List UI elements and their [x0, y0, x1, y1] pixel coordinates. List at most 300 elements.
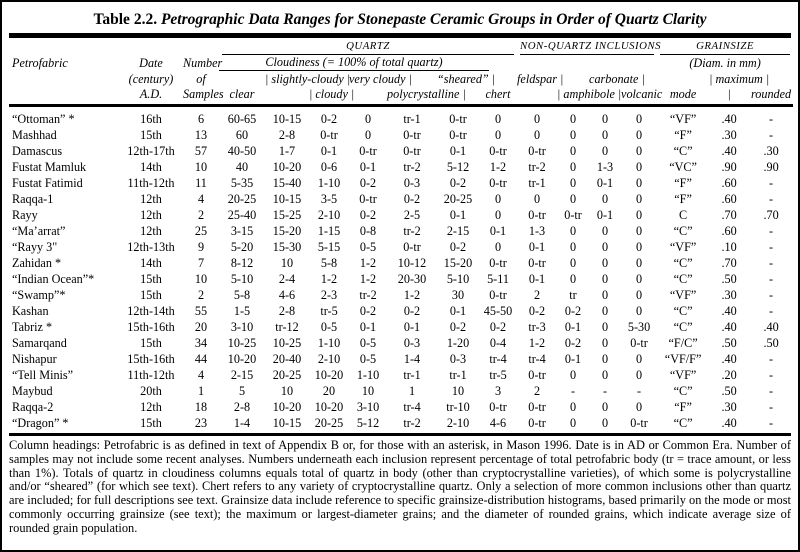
value-cell: 5-10 [230, 272, 254, 286]
table-header [9, 39, 793, 106]
value-cell: 30 [451, 288, 465, 302]
value-cell: .30 [721, 288, 737, 302]
value-cell: “C” [673, 224, 693, 238]
value-cell: 1-7 [278, 144, 296, 158]
value-cell: 2 [197, 208, 205, 222]
value-cell: 0 [569, 416, 577, 430]
grainsize-group-cell [657, 39, 793, 55]
value-cell: 10-15 [272, 192, 302, 206]
value-cell: 20 [322, 384, 336, 398]
value-cell: 5-8 [233, 288, 251, 302]
value-cell: 0-tr [403, 128, 421, 142]
value-cell: 0 [569, 192, 577, 206]
value-cell: 5-12 [446, 160, 470, 174]
value-cell: .40 [721, 352, 737, 366]
value-cell: 1-4 [403, 352, 421, 366]
value-cell: 0-1 [449, 208, 467, 222]
value-cell: 0-1 [449, 144, 467, 158]
value-cell: tr [569, 288, 577, 302]
value-cell: 0-tr [528, 256, 546, 270]
petrofabric-cell: Raqqa-2 [12, 400, 54, 414]
value-cell: 10 [280, 384, 294, 398]
value-cell: 0 [636, 176, 643, 190]
value-cell: 20-30 [397, 272, 427, 286]
petrofabric-cell: Mashhad [12, 128, 57, 142]
value-cell: - [769, 192, 774, 206]
value-cell: tr-2 [528, 160, 546, 174]
value-cell: 10-20 [314, 368, 344, 382]
value-cell: 0-tr [528, 144, 546, 158]
value-cell: 0 [601, 400, 609, 414]
value-cell: 5-35 [230, 176, 254, 190]
value-cell: .10 [721, 240, 737, 254]
value-cell: 0 [636, 192, 643, 206]
value-cell: .30 [721, 400, 737, 414]
value-cell: 10-20 [272, 160, 302, 174]
maximum-header: | maximum | [709, 72, 770, 86]
value-cell: tr-4 [403, 400, 421, 414]
value-cell: 0-tr [630, 336, 648, 350]
value-cell: 0 [636, 256, 643, 270]
header-row-2 [9, 55, 793, 71]
value-cell: - [769, 240, 774, 254]
date-header: Date [139, 55, 163, 70]
value-cell: tr-1 [403, 368, 421, 382]
value-cell: 1-10 [317, 336, 341, 350]
value-cell: 1-10 [317, 176, 341, 190]
value-cell: - [769, 272, 774, 286]
value-cell: - [769, 400, 774, 414]
value-cell: 9 [197, 240, 205, 254]
table-row [9, 415, 793, 431]
quartz-group-cell [219, 39, 517, 55]
table-title [9, 6, 791, 33]
title-divider-rule [9, 33, 791, 38]
value-cell: 60-65 [227, 112, 257, 126]
value-cell: 2-15 [230, 368, 254, 382]
value-cell: tr-5 [320, 304, 338, 318]
value-cell: 7 [197, 256, 205, 270]
value-cell: 0-tr [403, 240, 421, 254]
value-cell: 0-1 [449, 304, 467, 318]
value-cell: 0 [601, 320, 609, 334]
value-cell: 44 [194, 352, 208, 366]
value-cell: “VC” [669, 160, 697, 174]
value-cell: 1-3 [528, 224, 546, 238]
value-cell: tr-10 [446, 400, 470, 414]
value-cell: .60 [721, 192, 737, 206]
petrofabric-cell: Samarqand [12, 336, 67, 350]
value-cell: C [679, 208, 688, 222]
value-cell: “C” [673, 416, 693, 430]
value-cell: 0 [569, 128, 577, 142]
value-cell: 0-3 [403, 176, 421, 190]
value-cell: 10-15 [272, 112, 302, 126]
petrofabric-cell: “Ma’arrat” [12, 224, 66, 238]
value-cell: 23 [194, 416, 208, 430]
table-row [9, 287, 793, 303]
value-cell: 4-6 [489, 416, 507, 430]
header-row-3 [9, 71, 793, 87]
value-cell: 0 [494, 192, 502, 206]
petrofabric-cell: Zahidan * [12, 256, 62, 270]
value-cell: 1-3 [596, 160, 614, 174]
value-cell: 5-30 [627, 320, 651, 334]
value-cell: 3-10 [230, 320, 254, 334]
value-cell: .90 [763, 160, 779, 174]
value-cell: 15th [140, 272, 162, 286]
table-row [9, 335, 793, 351]
value-cell: 3-5 [320, 192, 338, 206]
value-cell: 0-2 [564, 336, 582, 350]
value-cell: “C” [673, 272, 693, 286]
value-cell: 0 [636, 304, 643, 318]
clear-header: clear [219, 87, 265, 106]
petrofabric-cell: “Dragon” * [12, 416, 69, 430]
value-cell: - [769, 288, 774, 302]
table-row [9, 106, 793, 128]
value-cell: 13 [194, 128, 208, 142]
value-cell: 10 [280, 256, 294, 270]
value-cell: 4 [197, 368, 205, 382]
value-cell: 12th [140, 192, 162, 206]
value-cell: 10 [194, 160, 208, 174]
table-row [9, 383, 793, 399]
value-cell: 5 [238, 384, 246, 398]
value-cell: 8-12 [230, 256, 254, 270]
value-cell: 0 [533, 128, 541, 142]
value-cell: - [769, 416, 774, 430]
value-cell: 0-tr [528, 208, 546, 222]
value-cell: 0-2 [359, 208, 377, 222]
value-cell: 20-25 [443, 192, 473, 206]
table-row [9, 223, 793, 239]
value-cell: 0 [601, 416, 609, 430]
value-cell: 0-1 [359, 160, 377, 174]
value-cell: “F” [674, 128, 692, 142]
value-cell: 0 [601, 304, 609, 318]
value-cell: 0 [569, 400, 577, 414]
value-cell: 0-2 [359, 176, 377, 190]
value-cell: 10-25 [272, 336, 302, 350]
value-cell: 15th [140, 128, 162, 142]
table-row [9, 255, 793, 271]
value-cell: 15th [140, 288, 162, 302]
samples-header: Samples [183, 87, 219, 106]
petrofabric-cell: “Tell Minis” [12, 368, 74, 382]
amphibole-header: | amphibole | [557, 87, 589, 106]
value-cell: 2-5 [403, 208, 421, 222]
value-cell: 2-3 [320, 288, 338, 302]
petrofabric-cell: “Ottoman” * [12, 112, 75, 126]
value-cell: .70 [763, 208, 779, 222]
value-cell: 0-1 [564, 352, 582, 366]
value-cell: 14th [140, 256, 162, 270]
value-cell: 15th [140, 416, 162, 430]
table-row [9, 143, 793, 159]
value-cell: .70 [721, 208, 737, 222]
value-cell: 0 [364, 128, 372, 142]
value-cell: 11th-12th [127, 176, 175, 190]
value-cell: 2-4 [278, 272, 296, 286]
value-cell: 15th-16th [127, 352, 175, 366]
spacer-cell [219, 71, 265, 87]
petrofabric-cell: Nishapur [12, 352, 57, 366]
value-cell: 3-15 [230, 224, 254, 238]
spacer-cell [9, 87, 119, 106]
value-cell: 20-25 [272, 368, 302, 382]
table-row [9, 239, 793, 255]
table-row [9, 303, 793, 319]
value-cell: 0-2 [403, 304, 421, 318]
value-cell: 0 [364, 112, 372, 126]
table-row [9, 159, 793, 175]
value-cell: 0-tr [359, 192, 377, 206]
value-cell: tr-3 [528, 320, 546, 334]
petrographic-table [9, 39, 793, 431]
value-cell: “VF” [669, 240, 697, 254]
value-cell: 0-tr [489, 144, 507, 158]
century-header: (century) [128, 72, 174, 86]
value-cell: 1 [197, 384, 205, 398]
chert-header: chert [479, 87, 517, 106]
value-cell: 0-5 [359, 240, 377, 254]
value-cell: .50 [721, 384, 737, 398]
value-cell: 0-1 [564, 320, 582, 334]
petrofabric-cell: Tabriz * [12, 320, 53, 334]
slightly-cloudy-header: | slightly-cloudy | [265, 72, 351, 86]
value-cell: 3-10 [356, 400, 380, 414]
sheared-header: “sheared” | [437, 72, 496, 86]
number-header: Number [183, 55, 223, 70]
value-cell: 2 [533, 288, 541, 302]
value-cell: 1-5 [233, 304, 251, 318]
value-cell: 0-tr [489, 288, 507, 302]
petrofabric-cell: “Swamp”* [12, 288, 66, 302]
value-cell: 2-15 [446, 224, 470, 238]
value-cell: 0-1 [528, 240, 546, 254]
value-cell: 0 [533, 192, 541, 206]
value-cell: .30 [763, 144, 779, 158]
value-cell: 0 [636, 352, 643, 366]
value-cell: 2-10 [317, 352, 341, 366]
volcanic-header: volcanic [621, 87, 657, 106]
value-cell: 0-5 [359, 336, 377, 350]
value-cell: - [769, 176, 774, 190]
value-cell: 6 [197, 112, 205, 126]
value-cell: .40 [721, 320, 737, 334]
value-cell: 0 [569, 368, 577, 382]
spacer-cell [9, 71, 119, 87]
value-cell: “F” [674, 192, 692, 206]
spacer-cell [265, 87, 309, 106]
value-cell: “VF” [669, 368, 697, 382]
value-cell: “F/C” [668, 336, 698, 350]
value-cell: .60 [721, 176, 737, 190]
value-cell: 0-5 [359, 352, 377, 366]
value-cell: 10-20 [314, 400, 344, 414]
value-cell: 25 [194, 224, 208, 238]
value-cell: 2 [533, 384, 541, 398]
ad-header: A.D. [119, 87, 183, 106]
value-cell: 0 [569, 240, 577, 254]
value-cell: 1-2 [320, 272, 338, 286]
value-cell: 0 [569, 256, 577, 270]
value-cell: tr-5 [489, 368, 507, 382]
value-cell: 1-2 [403, 288, 421, 302]
value-cell: 2-8 [278, 128, 296, 142]
table-row [9, 399, 793, 415]
value-cell: .50 [721, 272, 737, 286]
value-cell: .40 [721, 304, 737, 318]
polycrystalline-header: polycrystalline | [387, 87, 437, 106]
value-cell: 1-2 [359, 256, 377, 270]
value-cell: 40 [235, 160, 249, 174]
value-cell: 16th [140, 112, 162, 126]
value-cell: 0-2 [528, 304, 546, 318]
value-cell: 20 [194, 320, 208, 334]
value-cell: 2-10 [446, 416, 470, 430]
value-cell: - [769, 384, 774, 398]
header-row-4 [9, 87, 793, 106]
value-cell: 15-25 [272, 208, 302, 222]
spacer-cell [517, 87, 557, 106]
value-cell: 15th-16th [127, 320, 175, 334]
value-cell: 10-15 [272, 416, 302, 430]
value-cell: 45-50 [483, 304, 513, 318]
value-cell: “VF” [669, 112, 697, 126]
value-cell: 20th [140, 384, 162, 398]
value-cell: - [769, 368, 774, 382]
value-cell: 0-tr [449, 112, 467, 126]
very-cloudy-header: very cloudy | [349, 72, 412, 86]
value-cell: 1 [408, 384, 416, 398]
value-cell: 15-30 [272, 240, 302, 254]
value-cell: 15-20 [443, 256, 473, 270]
value-cell: - [769, 128, 774, 142]
value-cell: 18 [194, 400, 208, 414]
cloudiness-label: Cloudiness (= 100% of total quartz) [219, 55, 489, 71]
value-cell: 0 [601, 192, 609, 206]
value-cell: 0-2 [359, 304, 377, 318]
value-cell: 1-2 [528, 336, 546, 350]
value-cell: 0-3 [403, 336, 421, 350]
value-cell: 0 [533, 112, 541, 126]
spacer-cell [349, 87, 387, 106]
value-cell: 0 [636, 208, 643, 222]
value-cell: 0-1 [403, 320, 421, 334]
value-cell: “VF/F” [664, 352, 702, 366]
value-cell: 0-2 [449, 176, 467, 190]
table-row [9, 127, 793, 143]
value-cell: - [571, 384, 576, 398]
value-cell: 0-1 [596, 208, 614, 222]
value-cell: 1-4 [233, 416, 251, 430]
mode-rounded-separator: | [709, 87, 749, 106]
value-cell: 0 [569, 272, 577, 286]
value-cell: 12th-13th [127, 240, 175, 254]
value-cell: 0-2 [564, 304, 582, 318]
value-cell: 0 [494, 208, 502, 222]
value-cell: tr-2 [403, 416, 421, 430]
value-cell: 40-50 [227, 144, 257, 158]
table-footnote: Column headings: Petrofabric is as defined in text of Appendix B or, for those with an asterisk, in Mason 1996. Date is in AD or Common Era. Number of samples may not include some recent analyses. Numbers underneath each inclusion represent percentage of total petrofabric body (tr = trace amount, or less than 1%). Totals of quartz in cloudiness columns equals total of quartz in body (other than cryptocrystalline varieties), of which some is polycrystalline and/or “sheared” (for which see text). Chert refers to any variety of cryptocrystalline quartz. Only a selection of more common inclusions other than quartz are included; for full descriptions see text. Grainsize data include reference to specific grainsize-distribution histograms, based primarily on the mode or most commonly occurring grainsize (see text); the maximum or largest-diameter grains; and the diameter of rounded grains, which indicate average size of rounded grain population. [9, 438, 791, 535]
value-cell: 0-2 [320, 112, 338, 126]
value-cell: 0-2 [403, 192, 421, 206]
value-cell: - [603, 384, 608, 398]
value-cell: 0 [494, 112, 502, 126]
value-cell: “C” [673, 144, 693, 158]
value-cell: 3 [494, 384, 502, 398]
petrofabric-cell: Rayy [12, 208, 38, 222]
value-cell: “C” [673, 384, 693, 398]
value-cell: .60 [721, 224, 737, 238]
feldspar-header: feldspar | [517, 72, 564, 86]
value-cell: 10 [361, 384, 375, 398]
value-cell: 0-tr [528, 368, 546, 382]
value-cell: 12th-14th [127, 304, 175, 318]
value-cell: tr-2 [403, 160, 421, 174]
non-quartz-group-label: NON-QUARTZ INCLUSIONS [520, 39, 654, 55]
value-cell: 0 [494, 128, 502, 142]
value-cell: 0-3 [449, 352, 467, 366]
table-title-text: Petrographic Data Ranges for Stonepaste Ceramic Groups in Order of Quartz Clarity [160, 11, 707, 28]
value-cell: 55 [194, 304, 208, 318]
value-cell: 0-2 [449, 320, 467, 334]
value-cell: - [637, 384, 642, 398]
value-cell: 0-2 [449, 240, 467, 254]
value-cell: 0 [569, 176, 577, 190]
value-cell: 1-15 [317, 224, 341, 238]
value-cell: .70 [721, 256, 737, 270]
value-cell: 0-2 [489, 320, 507, 334]
value-cell: 0 [636, 144, 643, 158]
petrofabric-cell: Fustat Mamluk [12, 160, 87, 174]
value-cell: - [769, 352, 774, 366]
table-row [9, 207, 793, 223]
value-cell: tr-1 [449, 368, 467, 382]
value-cell: 12th [140, 224, 162, 238]
table-row [9, 271, 793, 287]
diam-header: (Diam. in mm) [689, 55, 761, 70]
table-row [9, 319, 793, 335]
value-cell: 2-10 [317, 208, 341, 222]
value-cell: 0 [601, 112, 609, 126]
value-cell: 0-tr [528, 400, 546, 414]
value-cell: 12th [140, 400, 162, 414]
value-cell: 34 [194, 336, 208, 350]
value-cell: tr-2 [359, 288, 377, 302]
petrofabric-cell: Raqqa-1 [12, 192, 54, 206]
value-cell: 0-tr [403, 144, 421, 158]
value-cell: 0 [601, 368, 609, 382]
value-cell: 1-10 [356, 368, 380, 382]
value-cell: “VF” [669, 288, 697, 302]
of-header: of [196, 72, 206, 86]
value-cell: 0-1 [359, 320, 377, 334]
value-cell: 0 [601, 272, 609, 286]
value-cell: 0 [601, 144, 609, 158]
value-cell: 10 [194, 272, 208, 286]
petrofabric-header: Petrofabric [12, 55, 68, 70]
value-cell: - [769, 256, 774, 270]
value-cell: 0 [569, 160, 577, 174]
value-cell: 5-10 [446, 272, 470, 286]
value-cell: 0 [636, 224, 643, 238]
value-cell: 57 [194, 144, 208, 158]
value-cell: 10-12 [397, 256, 427, 270]
value-cell: 10-20 [227, 352, 257, 366]
